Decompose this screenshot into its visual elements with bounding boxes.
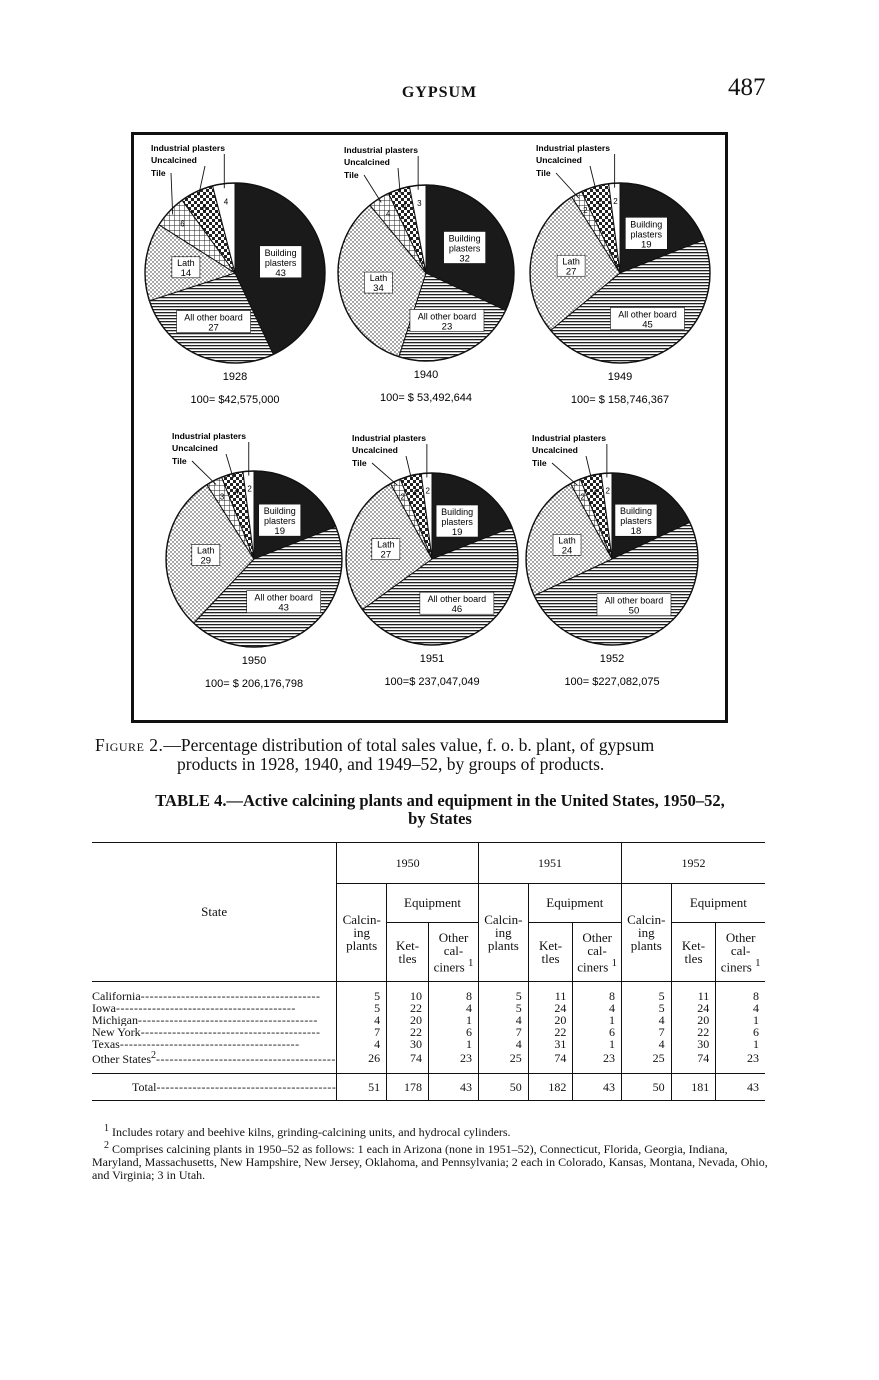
building-plasters-label: Building bbox=[619, 506, 652, 517]
value-cell: 23 bbox=[716, 1050, 765, 1074]
table-row bbox=[92, 1038, 765, 1050]
tile-label: Tile bbox=[532, 458, 547, 468]
value-cell: 30 bbox=[387, 1038, 429, 1050]
all-other-board-value: 45 bbox=[642, 319, 653, 331]
value-cell: 4 bbox=[337, 1014, 387, 1026]
lath-label: Lath bbox=[197, 545, 215, 556]
small-slice-value: 2 bbox=[583, 205, 588, 215]
value-cell: 4 bbox=[478, 1038, 528, 1050]
value-cell: 51 bbox=[337, 1074, 387, 1101]
value-cell: 7 bbox=[478, 1026, 528, 1038]
all-other-board-label: All other board bbox=[427, 594, 487, 605]
lath-value: 27 bbox=[565, 266, 577, 278]
state-cell: Iowa ----- bbox=[92, 1002, 337, 1014]
pie-year-label: 1949 bbox=[607, 371, 633, 383]
all-other-board-value: 23 bbox=[441, 321, 453, 333]
small-slice-value: 3 bbox=[417, 198, 422, 208]
small-slice-value: 6 bbox=[202, 203, 207, 213]
building-plasters-value: 18 bbox=[630, 526, 642, 538]
lath-value: 14 bbox=[180, 267, 192, 279]
calcining-plants-table bbox=[92, 842, 765, 1101]
header-other-calciners: Other cal- ciners $^1$ bbox=[429, 923, 479, 982]
value-cell: 31 bbox=[528, 1038, 573, 1050]
value-cell: 6 bbox=[429, 1026, 479, 1038]
pie-total-label: 100= $42,575,000 bbox=[190, 394, 280, 406]
pie-total-label: 100= $227,082,075 bbox=[564, 676, 660, 688]
small-slice-value: 2 bbox=[613, 197, 618, 207]
value-cell: 7 bbox=[337, 1026, 387, 1038]
value-cell: 6 bbox=[716, 1026, 765, 1038]
tile-label: Tile bbox=[536, 168, 551, 178]
value-cell: 1 bbox=[573, 1014, 622, 1026]
value-cell: 30 bbox=[671, 1038, 716, 1050]
value-cell: 20 bbox=[528, 1014, 573, 1026]
small-slice-value: 4 bbox=[592, 488, 598, 498]
building-plasters-value: 43 bbox=[275, 267, 286, 279]
building-plasters-label: plasters bbox=[448, 243, 481, 254]
header-kettles: Ket- tles bbox=[387, 923, 429, 982]
value-cell: 43 bbox=[573, 1074, 622, 1101]
footnote-1: $^1$ Includes rotary and beehive kilns, grinding-calcining units, and hydrocal cylinders. bbox=[104, 1123, 511, 1139]
state-cell: Total ----- bbox=[92, 1074, 337, 1101]
header-calcining-plants: Calcin- ing plants bbox=[478, 884, 528, 982]
value-cell: 22 bbox=[387, 1002, 429, 1014]
all-other-board-value: 43 bbox=[278, 602, 289, 614]
header-other-calciners: Other cal- ciners $^1$ bbox=[573, 923, 622, 982]
small-slice-value: 4 bbox=[234, 486, 239, 496]
header-year-1952: 1952 bbox=[621, 843, 765, 884]
pie-total-label: 100= $ 158,746,367 bbox=[570, 394, 670, 406]
total-row bbox=[92, 1074, 765, 1101]
small-slice-value: 2 bbox=[425, 486, 430, 496]
value-cell: 8 bbox=[716, 982, 765, 1003]
value-cell: 74 bbox=[528, 1050, 573, 1074]
figure-caption bbox=[95, 736, 785, 774]
value-cell: 1 bbox=[716, 1014, 765, 1026]
industrial-plasters-label: Industrial plasters bbox=[172, 431, 247, 441]
value-cell: 5 bbox=[478, 1002, 528, 1014]
tile-label: Tile bbox=[172, 456, 187, 466]
industrial-plasters-label: Industrial plasters bbox=[532, 433, 607, 443]
all-other-board-label: All other board bbox=[417, 311, 477, 322]
value-cell: 4 bbox=[621, 1014, 671, 1026]
header-other-calciners: Other cal- ciners $^1$ bbox=[716, 923, 765, 982]
pie-total-label: 100=$ 237,047,049 bbox=[384, 676, 480, 688]
value-cell: 50 bbox=[478, 1074, 528, 1101]
lath-value: 29 bbox=[200, 555, 212, 567]
all-other-board-value: 46 bbox=[451, 604, 463, 616]
building-plasters-label: plasters bbox=[630, 229, 663, 240]
tile-label: Tile bbox=[344, 170, 359, 180]
pie-charts bbox=[134, 135, 725, 720]
tile-label: Tile bbox=[151, 168, 166, 178]
value-cell: 5 bbox=[478, 982, 528, 1003]
state-cell: California ----- bbox=[92, 982, 337, 1003]
header-year-1950: 1950 bbox=[337, 843, 479, 884]
value-cell: 4 bbox=[573, 1002, 622, 1014]
figure-frame bbox=[131, 132, 728, 723]
small-slice-value: 2 bbox=[605, 486, 610, 496]
small-slice-value: 6 bbox=[180, 219, 185, 229]
header-calcining-plants: Calcin- ing plants bbox=[621, 884, 671, 982]
value-cell: 5 bbox=[621, 982, 671, 1003]
running-header: GYPSUM bbox=[401, 84, 478, 101]
building-plasters-label: Building bbox=[264, 247, 297, 258]
building-plasters-value: 19 bbox=[274, 526, 286, 538]
table-title-line2: by States bbox=[408, 809, 472, 828]
all-other-board-label: All other board bbox=[254, 592, 313, 603]
value-cell: 178 bbox=[387, 1074, 429, 1101]
small-slice-value: 2 bbox=[247, 484, 252, 494]
header-state: State bbox=[92, 843, 337, 982]
pie-year-label: 1950 bbox=[241, 655, 267, 667]
building-plasters-label: plasters bbox=[264, 257, 297, 268]
leader-line bbox=[364, 175, 381, 202]
value-cell: 6 bbox=[573, 1026, 622, 1038]
figure-caption-line1: —Percentage distribution of total sales value, f. o. b. plant, of gypsum bbox=[163, 735, 655, 755]
lath-label: Lath bbox=[558, 535, 576, 546]
table-row bbox=[92, 1050, 765, 1074]
value-cell: 10 bbox=[387, 982, 429, 1003]
all-other-board-label: All other board bbox=[184, 312, 243, 323]
small-slice-value: 4 bbox=[386, 209, 391, 219]
industrial-plasters-label: Industrial plasters bbox=[344, 145, 419, 155]
header-equipment: Equipment bbox=[671, 884, 765, 923]
value-cell: 20 bbox=[671, 1014, 716, 1026]
header-kettles: Ket- tles bbox=[671, 923, 716, 982]
value-cell: 181 bbox=[671, 1074, 716, 1101]
value-cell: 25 bbox=[621, 1050, 671, 1074]
all-other-board-label: All other board bbox=[618, 309, 677, 320]
value-cell: 24 bbox=[528, 1002, 573, 1014]
leader-line bbox=[192, 461, 216, 485]
building-plasters-label: plasters bbox=[441, 517, 473, 528]
value-cell: 23 bbox=[429, 1050, 479, 1074]
value-cell: 11 bbox=[528, 982, 573, 1003]
industrial-plasters-label: Industrial plasters bbox=[151, 143, 226, 153]
building-plasters-value: 32 bbox=[459, 253, 470, 265]
value-cell: 5 bbox=[621, 1002, 671, 1014]
uncalcined-label: Uncalcined bbox=[344, 157, 390, 167]
table-title-line1: TABLE 4.—Active calcining plants and equipment in the United States, 1950–52, bbox=[155, 791, 725, 810]
small-slice-value: 2 bbox=[400, 492, 405, 502]
value-cell: 5 bbox=[337, 982, 387, 1003]
value-cell: 8 bbox=[429, 982, 479, 1003]
table-title bbox=[95, 792, 785, 828]
building-plasters-label: Building bbox=[630, 219, 663, 230]
lath-label: Lath bbox=[562, 256, 580, 267]
building-plasters-value: 19 bbox=[451, 527, 463, 539]
state-cell: Michigan ----- bbox=[92, 1014, 337, 1026]
uncalcined-label: Uncalcined bbox=[172, 443, 218, 453]
state-cell: Texas ----- bbox=[92, 1038, 337, 1050]
value-cell: 11 bbox=[671, 982, 716, 1003]
value-cell: 26 bbox=[337, 1050, 387, 1074]
value-cell: 1 bbox=[429, 1014, 479, 1026]
small-slice-value: 4 bbox=[402, 202, 407, 212]
figure-caption-line2: products in 1928, 1940, and 1949–52, by groups of products. bbox=[177, 754, 605, 774]
value-cell: 43 bbox=[429, 1074, 479, 1101]
value-cell: 7 bbox=[621, 1026, 671, 1038]
building-plasters-label: plasters bbox=[620, 516, 652, 527]
pie-year-label: 1951 bbox=[419, 653, 445, 665]
lath-value: 24 bbox=[561, 545, 573, 557]
header-year-1951: 1951 bbox=[478, 843, 621, 884]
lath-value: 27 bbox=[380, 549, 392, 561]
building-plasters-label: Building bbox=[441, 507, 474, 518]
table-row bbox=[92, 982, 765, 1003]
building-plasters-label: plasters bbox=[263, 516, 296, 527]
header-equipment: Equipment bbox=[528, 884, 621, 923]
building-plasters-label: Building bbox=[448, 233, 481, 244]
value-cell: 74 bbox=[387, 1050, 429, 1074]
value-cell: 43 bbox=[716, 1074, 765, 1101]
value-cell: 22 bbox=[387, 1026, 429, 1038]
lath-label: Lath bbox=[177, 257, 195, 268]
header-equipment: Equipment bbox=[387, 884, 479, 923]
building-plasters-label: Building bbox=[263, 506, 296, 517]
lath-label: Lath bbox=[369, 273, 388, 284]
value-cell: 22 bbox=[528, 1026, 573, 1038]
pie-year-label: 1928 bbox=[222, 371, 248, 383]
state-cell: Other States$^2$ ----- bbox=[92, 1050, 337, 1074]
all-other-board-label: All other board bbox=[604, 595, 664, 606]
uncalcined-label: Uncalcined bbox=[151, 155, 197, 165]
state-cell: New York ----- bbox=[92, 1026, 337, 1038]
value-cell: 24 bbox=[671, 1002, 716, 1014]
header-kettles: Ket- tles bbox=[528, 923, 573, 982]
footnote-2: $^2$ Comprises calcining plants in 1950–52 as follows: 1 each in Arizona (none in 1951–52), Connecticut, Florida, Georgia, Indiana, Maryland, Massachusetts, New Hampshire, New Jersey, Oklahoma, and Pennsylvania; 2 each in Colorado, Kansas, Montana, Nevada, Ohio, and Virginia; 3 in Utah. bbox=[92, 1140, 768, 1182]
value-cell: 22 bbox=[671, 1026, 716, 1038]
value-cell: 4 bbox=[621, 1038, 671, 1050]
header-calcining-plants: Calcin- ing plants bbox=[337, 884, 387, 982]
small-slice-value: 4 bbox=[223, 197, 229, 207]
uncalcined-label: Uncalcined bbox=[532, 445, 578, 455]
value-cell: 1 bbox=[429, 1038, 479, 1050]
pie-year-label: 1952 bbox=[599, 653, 625, 665]
tile-label: Tile bbox=[352, 458, 367, 468]
value-cell: 182 bbox=[528, 1074, 573, 1101]
value-cell: 4 bbox=[429, 1002, 479, 1014]
figure-caption-lead: Figure 2. bbox=[95, 735, 164, 755]
industrial-plasters-label: Industrial plasters bbox=[536, 143, 611, 153]
small-slice-value: 2 bbox=[580, 492, 585, 502]
industrial-plasters-label: Industrial plasters bbox=[352, 433, 427, 443]
small-slice-value: 4 bbox=[412, 488, 418, 498]
value-cell: 50 bbox=[621, 1074, 671, 1101]
lath-value: 34 bbox=[373, 283, 384, 295]
leader-line bbox=[552, 463, 577, 485]
leader-line bbox=[556, 173, 579, 198]
building-plasters-value: 19 bbox=[641, 239, 652, 251]
value-cell: 8 bbox=[573, 982, 622, 1003]
value-cell: 1 bbox=[573, 1038, 622, 1050]
small-slice-value: 5 bbox=[597, 199, 603, 209]
value-cell: 23 bbox=[573, 1050, 622, 1074]
value-cell: 5 bbox=[337, 1002, 387, 1014]
pie-year-label: 1940 bbox=[413, 369, 439, 381]
uncalcined-label: Uncalcined bbox=[352, 445, 398, 455]
page-number: 487 bbox=[728, 74, 766, 101]
pie-total-label: 100= $ 206,176,798 bbox=[204, 678, 304, 690]
uncalcined-label: Uncalcined bbox=[536, 155, 582, 165]
all-other-board-value: 50 bbox=[628, 605, 640, 617]
footnotes bbox=[92, 1122, 772, 1182]
small-slice-value: 3 bbox=[219, 492, 225, 502]
value-cell: 4 bbox=[716, 1002, 765, 1014]
value-cell: 4 bbox=[478, 1014, 528, 1026]
value-cell: 74 bbox=[671, 1050, 716, 1074]
value-cell: 1 bbox=[716, 1038, 765, 1050]
value-cell: 25 bbox=[478, 1050, 528, 1074]
value-cell: 20 bbox=[387, 1014, 429, 1026]
pie-total-label: 100= $ 53,492,644 bbox=[379, 392, 473, 404]
value-cell: 4 bbox=[337, 1038, 387, 1050]
lath-label: Lath bbox=[377, 539, 395, 550]
all-other-board-value: 27 bbox=[208, 322, 219, 334]
leader-line bbox=[372, 463, 397, 485]
